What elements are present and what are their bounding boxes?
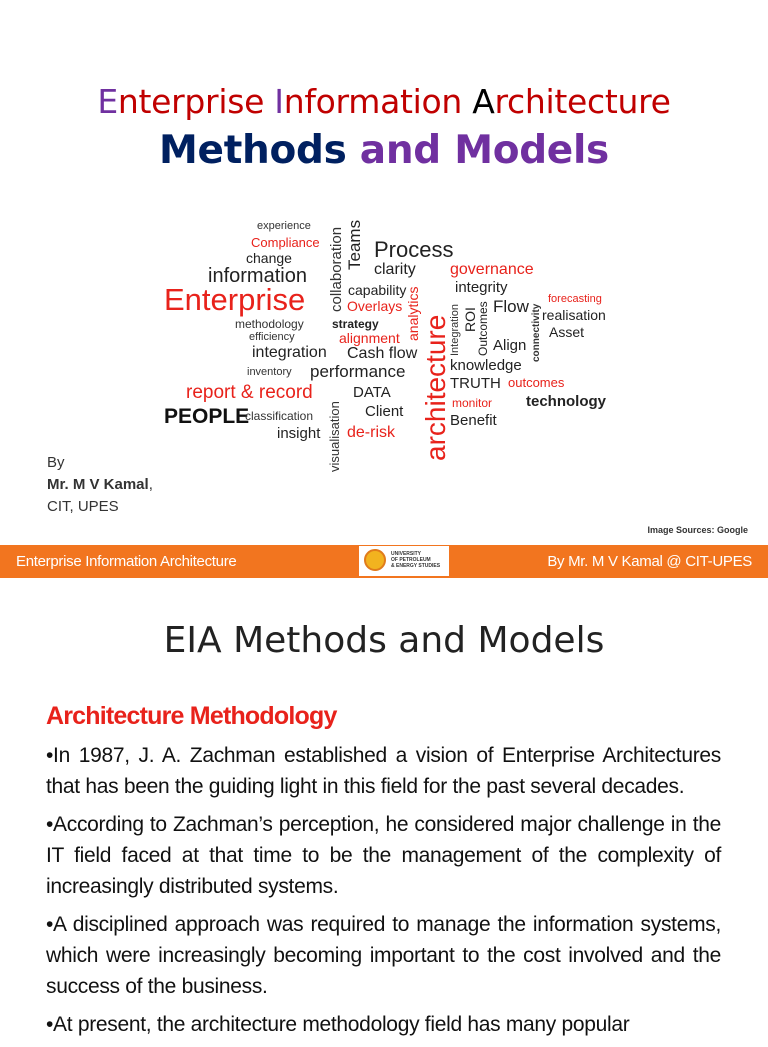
footer-course-title: Enterprise Information Architecture xyxy=(16,553,237,570)
word-outcomes-vertical: Outcomes xyxy=(476,301,490,356)
word-asset: Asset xyxy=(549,324,585,340)
word-cloud xyxy=(160,214,620,476)
word-teams: Teams xyxy=(345,219,364,270)
author-block xyxy=(47,452,153,518)
word-enterprise: Enterprise xyxy=(164,282,306,317)
title-letter-e: E xyxy=(97,82,118,121)
word-align: Align xyxy=(493,337,527,354)
logo-text xyxy=(391,551,440,569)
word-strategy: strategy xyxy=(332,317,379,331)
section-heading: Architecture Methodology xyxy=(46,702,337,730)
word-information: information xyxy=(208,265,307,287)
bullet-item: •According to Zachman’s perception, he considered major challenge in the IT field faced at that time to be the management of the complexity of increasingly distributed systems. xyxy=(46,813,721,898)
title-word-rchitecture: rchitecture xyxy=(494,82,671,121)
word-de-risk: de-risk xyxy=(347,424,396,441)
word-technology: technology xyxy=(526,393,607,410)
word-analytics: analytics xyxy=(405,286,421,341)
word-architecture: architecture xyxy=(420,314,451,461)
content-slide-title: EIA Methods and Models xyxy=(163,620,605,661)
by-label: By xyxy=(47,454,65,471)
word-data: DATA xyxy=(353,384,391,401)
word-classification: classification xyxy=(245,409,314,423)
word-change: change xyxy=(246,250,292,266)
word-insight: insight xyxy=(277,425,321,442)
word-forecasting: forecasting xyxy=(548,293,602,305)
title-word-and: and xyxy=(346,128,455,173)
word-truth: TRUTH xyxy=(450,375,501,392)
bullet-list xyxy=(46,740,721,1047)
word-knowledge: knowledge xyxy=(450,357,522,374)
word-benefit: Benefit xyxy=(450,412,497,429)
logo-text-line2: OF PETROLEUM xyxy=(391,557,431,563)
bullet-item: •A disciplined approach was required to manage the information systems, which were increasingly becoming important to the cost involved and the success of the business. xyxy=(46,913,721,998)
affiliation: CIT, UPES xyxy=(47,498,119,515)
title-word-nformation: nformation xyxy=(283,82,473,121)
word-alignment: alignment xyxy=(339,330,400,346)
image-source-note: Image Sources: Google xyxy=(647,525,748,535)
word-cash-flow: Cash flow xyxy=(347,345,418,362)
word-integration: integration xyxy=(252,344,327,361)
word-efficiency: efficiency xyxy=(249,331,295,343)
bullet-item: •In 1987, J. A. Zachman established a vision of Enterprise Architectures that has been the guiding light in this field for the past several decades. xyxy=(46,744,721,798)
word-governance: governance xyxy=(450,261,534,278)
word-collaboration: collaboration xyxy=(328,226,345,312)
footer-bar xyxy=(0,545,768,578)
bullet-item: •At present, the architecture methodology field has many popular xyxy=(46,1013,630,1036)
word-clarity: clarity xyxy=(374,261,416,278)
upes-emblem-icon xyxy=(364,549,386,571)
word-connectivity: connectivity xyxy=(531,303,542,362)
word-inventory: inventory xyxy=(247,366,292,378)
word-monitor: monitor xyxy=(452,396,493,410)
word-methodology: methodology xyxy=(235,317,304,331)
word-integrity: integrity xyxy=(455,279,508,296)
word-visualisation: visualisation xyxy=(327,401,342,472)
slide-title-line2 xyxy=(0,128,768,173)
logo-text-line3: & ENERGY STUDIES xyxy=(391,563,441,569)
upes-logo xyxy=(359,546,449,576)
slide-title-line1 xyxy=(0,82,768,121)
author-comma: , xyxy=(148,476,153,493)
footer-author: By Mr. M V Kamal @ CIT-UPES xyxy=(547,553,752,570)
title-word-models: Models xyxy=(454,128,609,173)
word-overlays: Overlays xyxy=(347,298,403,314)
word-experience: experience xyxy=(257,220,311,232)
author-line xyxy=(47,474,153,496)
word-people: PEOPLE xyxy=(164,405,250,428)
word-integration-vertical: Integration xyxy=(449,304,461,356)
title-word-methods: Methods xyxy=(159,128,347,173)
content-slide xyxy=(0,590,768,1036)
title-letter-a: A xyxy=(472,82,495,121)
word-outcomes: outcomes xyxy=(508,375,565,390)
title-letter-i: I xyxy=(274,82,284,121)
word-client: Client xyxy=(365,403,404,420)
word-performance: performance xyxy=(310,362,406,381)
word-roi: ROI xyxy=(462,307,478,332)
word-realisation: realisation xyxy=(542,307,606,323)
author-name: Mr. M V Kamal xyxy=(47,476,149,493)
logo-text-line1: UNIVERSITY xyxy=(391,551,422,557)
word-compliance: Compliance xyxy=(251,235,320,250)
word-report-record: report & record xyxy=(186,382,313,403)
word-flow: Flow xyxy=(493,297,529,316)
title-word-nterprise: nterprise xyxy=(117,82,275,121)
word-capability: capability xyxy=(348,282,407,298)
word-process: Process xyxy=(374,237,454,262)
